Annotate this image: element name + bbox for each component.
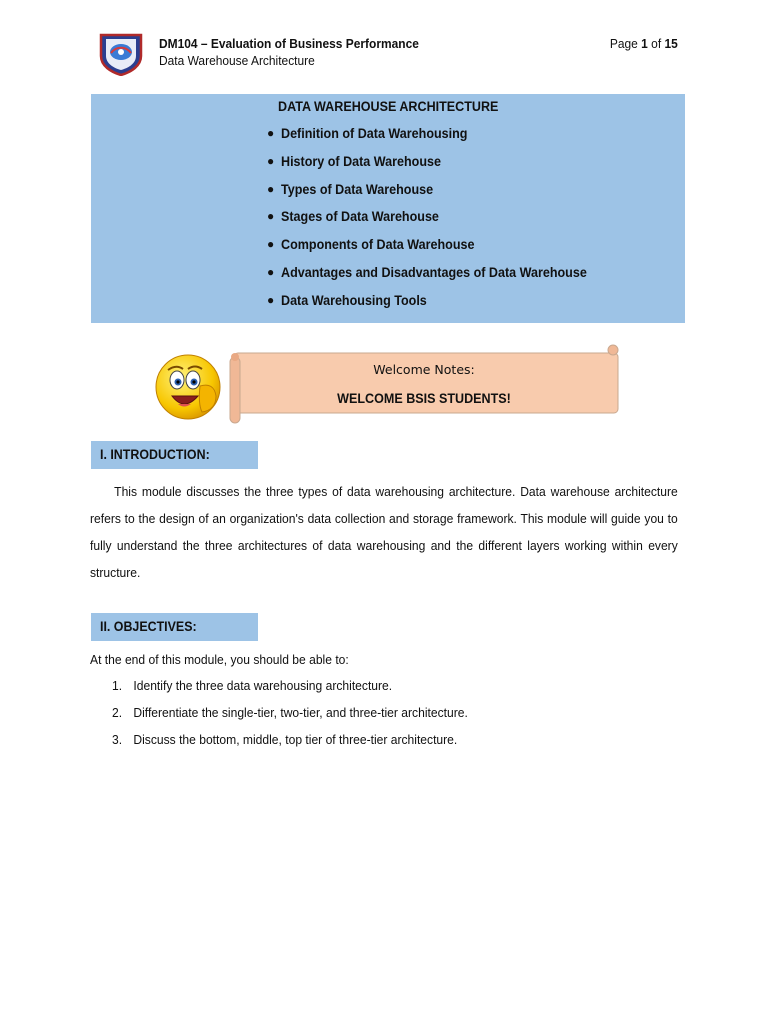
page-total: 15	[664, 36, 678, 51]
introduction-body	[90, 478, 678, 586]
page-current: 1	[641, 36, 649, 51]
objectives-list	[112, 678, 495, 759]
objectives-lead: At the end of this module, you should be able to:	[90, 652, 349, 667]
topic-text: Advantages and Disadvantages of Data Warehouse	[281, 264, 587, 280]
course-title: DM104 – Evaluation of Business Performance	[159, 36, 419, 51]
bullet-icon: ●	[267, 292, 275, 307]
bullet-icon: ●	[267, 237, 275, 252]
objective-number: 1.	[112, 678, 123, 693]
bullet-icon: ●	[267, 209, 275, 224]
bullet-icon: ●	[267, 264, 275, 279]
topic-item	[267, 292, 610, 320]
bullet-icon: ●	[267, 126, 275, 140]
topic-item	[267, 153, 610, 181]
objective-item	[112, 732, 468, 759]
introduction-heading-text: I. INTRODUCTION:	[100, 447, 210, 462]
page-number	[610, 36, 678, 51]
objective-number: 3.	[112, 732, 123, 747]
topic-text: Stages of Data Warehouse	[281, 209, 439, 225]
objective-text: Discuss the bottom, middle, top tier of three-tier architecture.	[133, 732, 458, 747]
objectives-heading-text: II. OBJECTIVES:	[100, 619, 197, 634]
school-logo-icon	[98, 32, 144, 76]
topic-item	[267, 236, 610, 264]
objective-text: Identify the three data warehousing architecture.	[133, 678, 393, 693]
topic-text: Components of Data Warehouse	[281, 237, 475, 253]
page-label: Page	[610, 36, 639, 51]
welcome-notes-label: Welcome Notes:	[373, 362, 475, 377]
topic-text: Types of Data Warehouse	[281, 181, 434, 197]
page-of: of	[651, 36, 662, 51]
bullet-icon: ●	[267, 181, 275, 196]
objective-number: 2.	[112, 705, 123, 720]
topic-item	[267, 181, 610, 209]
topic-text: Data Warehousing Tools	[281, 292, 427, 308]
smiley-shouting-icon	[154, 352, 224, 422]
objective-item	[112, 705, 468, 732]
topics-title: DATA WAREHOUSE ARCHITECTURE	[278, 99, 499, 114]
topic-text: History of Data Warehouse	[281, 153, 442, 169]
introduction-paragraph: This module discusses the three types of data warehousing architecture. Data warehouse architecture refers to the design of an organization's data collection and storage framework. This module will guide you to fully understand the three architectures of data warehousing and the different layers working within every structure.	[90, 484, 678, 580]
objective-item	[112, 678, 468, 705]
topic-item	[267, 264, 610, 292]
topics-box	[91, 94, 685, 323]
introduction-heading	[91, 441, 258, 469]
topic-item	[267, 125, 610, 153]
objectives-heading	[91, 613, 258, 641]
topic-text: Definition of Data Warehousing	[281, 126, 468, 141]
document-subtitle: Data Warehouse Architecture	[159, 53, 315, 68]
bullet-icon: ●	[267, 153, 275, 168]
topic-item	[267, 208, 610, 236]
objective-text: Differentiate the single-tier, two-tier, and three-tier architecture.	[133, 705, 468, 720]
welcome-message: WELCOME BSIS STUDENTS!	[337, 391, 511, 406]
topics-list	[267, 125, 610, 320]
welcome-scroll-banner	[226, 343, 622, 427]
